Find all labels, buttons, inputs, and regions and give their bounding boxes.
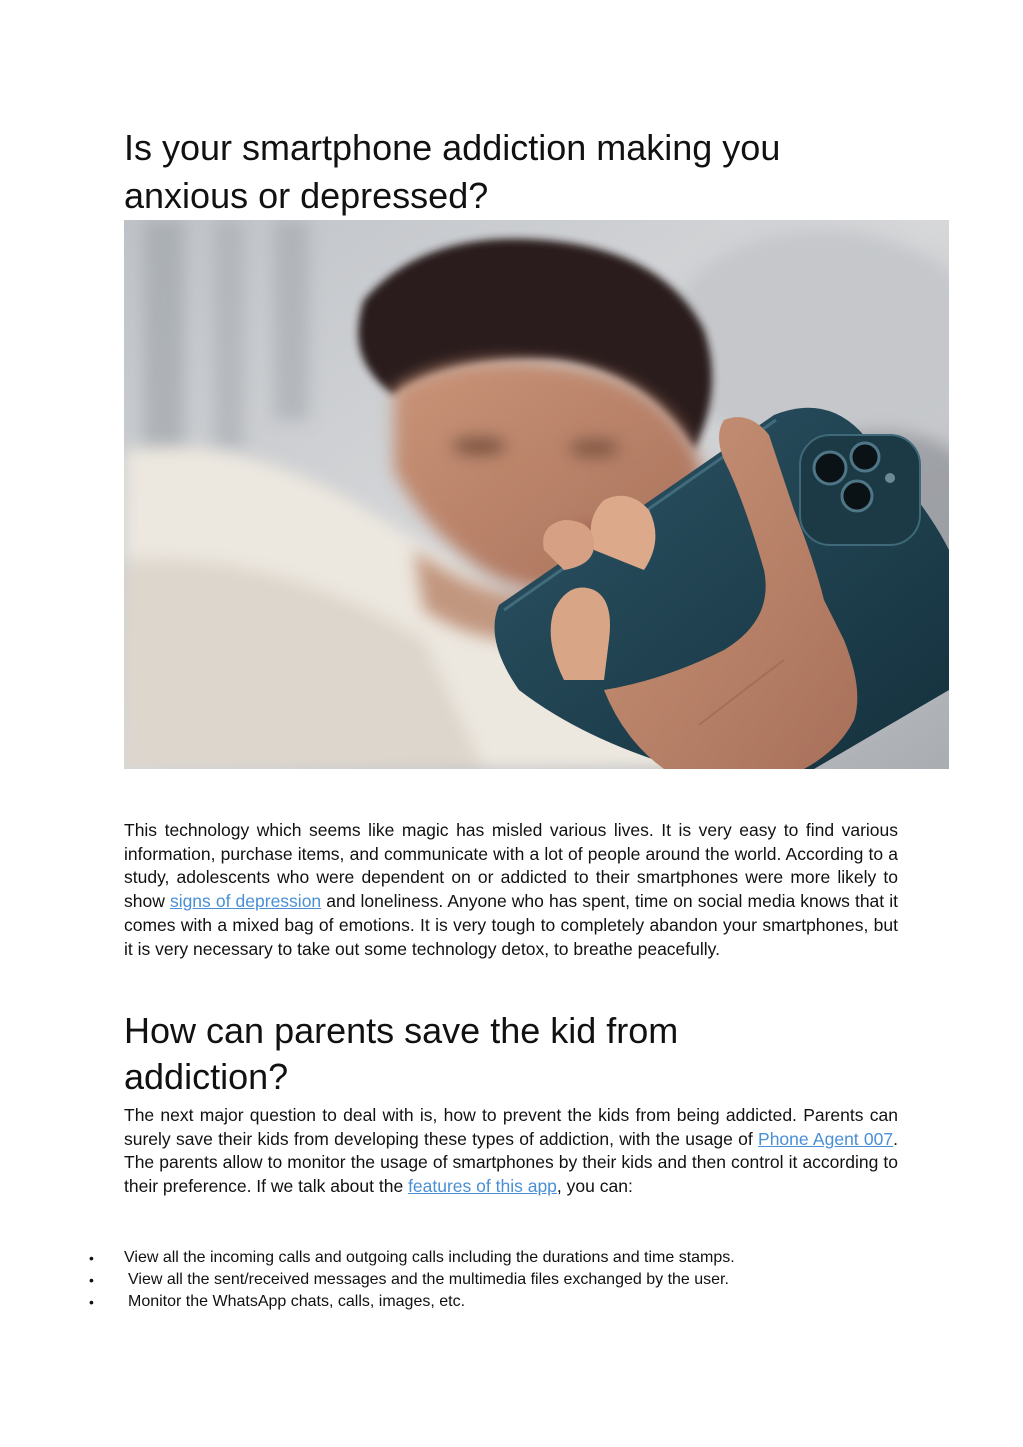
bullet-icon: • bbox=[89, 1294, 94, 1310]
features-of-this-app-link[interactable]: features of this app bbox=[408, 1176, 557, 1197]
intro-text-1: This technology which seems like magic has misled various lives. It is very easy to find various information, purchase items, and communicate with a lot of people around the world. According to a study, adolescents who were dependent on or addicted to their smartphones were more likely to show bbox=[124, 820, 898, 912]
bullet-icon: • bbox=[89, 1272, 94, 1288]
section-paragraph bbox=[124, 1104, 898, 1199]
phone-agent-007-link[interactable]: Phone Agent 007 bbox=[758, 1128, 894, 1149]
bullet-icon: • bbox=[89, 1250, 94, 1266]
feature-list bbox=[0, 1247, 1023, 1313]
section-heading: How can parents save the kid from addiction? bbox=[124, 1010, 679, 1097]
section-text-1: The next major question to deal with is, how to prevent the kids from being addicted. Parents can surely save their kids from developing these types of addiction, with the usage of bbox=[124, 1105, 898, 1149]
page-title: Is your smartphone addiction making you anxious or depressed? bbox=[124, 127, 781, 216]
section-text-3: , you can: bbox=[556, 1176, 633, 1197]
list-item-text: View all the incoming calls and outgoing calls including the durations and time stamps. bbox=[124, 1249, 735, 1266]
list-item-text: Monitor the WhatsApp chats, calls, images, etc. bbox=[128, 1293, 466, 1310]
list-item bbox=[0, 1247, 1023, 1269]
list-item bbox=[0, 1269, 1023, 1291]
intro-text-2: and loneliness. Anyone who has spent, time on social media knows that it comes with a mixed bag of emotions. It is very tough to completely abandon your smartphones, but it is very necessary to take out some technology detox, to breathe peacefully. bbox=[124, 891, 898, 959]
hero-photo bbox=[124, 220, 949, 769]
intro-paragraph bbox=[124, 819, 898, 961]
list-item-text: View all the sent/received messages and the multimedia files exchanged by the user. bbox=[128, 1271, 729, 1288]
section-text-2: . The parents allow to monitor the usage of smartphones by their kids and then control it according to their preference. If we talk about the bbox=[124, 1128, 899, 1197]
signs-of-depression-link[interactable]: signs of depression bbox=[169, 891, 322, 912]
list-item bbox=[0, 1291, 1023, 1313]
